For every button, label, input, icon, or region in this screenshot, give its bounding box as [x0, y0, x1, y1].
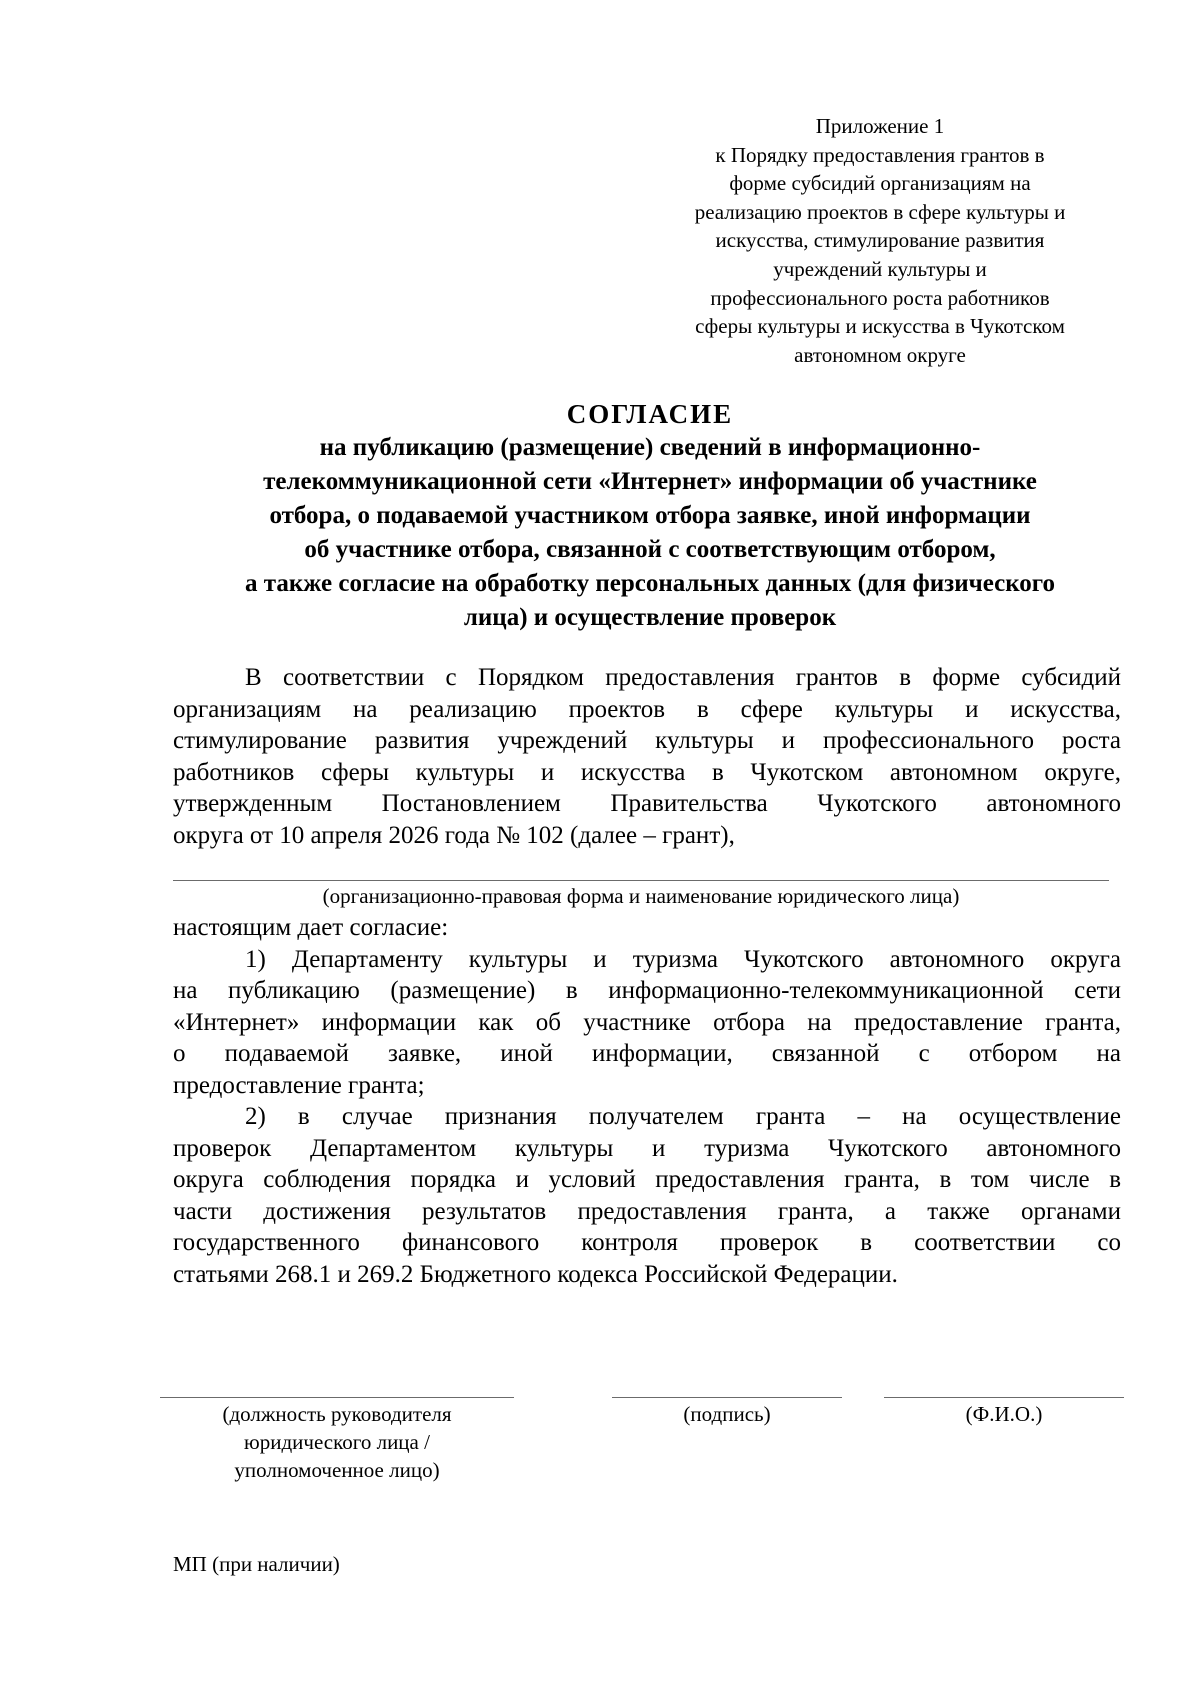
subtitle-line: отбора, о подаваемой участником отбора заявке, иной информации: [269, 502, 1031, 529]
paragraph-line: части достижения результатов предоставления гранта, а также органами: [173, 1197, 1121, 1225]
paragraph-line: 1) Департаменту культуры и туризма Чукотского автономного округа: [245, 945, 1121, 973]
position-fill-line[interactable]: [160, 1397, 514, 1398]
paragraph-line: округа от 10 апреля 2026 года № 102 (далее – грант),: [173, 821, 735, 849]
paragraph-line: 2) в случае признания получателем гранта – на осуществление: [245, 1103, 1121, 1130]
appendix-header: [660, 112, 1100, 369]
document-subtitle: [100, 431, 1200, 635]
stamp-note: МП (при наличии): [173, 1552, 340, 1576]
subtitle-line: на публикацию (размещение) сведений в информационно-: [319, 434, 981, 461]
subtitle-line: об участнике отбора, связанной с соответствующим отбором,: [304, 536, 996, 563]
paragraph-line: «Интернет» информации как об участнике отбора на предоставление гранта,: [173, 1008, 1121, 1036]
paragraph-line: на публикацию (размещение) в информационно-телекоммуникационной сети: [173, 977, 1121, 1004]
paragraph-line: утвержденным Постановлением Правительства Чукотского автономного: [173, 790, 1121, 817]
subtitle-line: телекоммуникационной сети «Интернет» информации об участнике: [263, 468, 1037, 495]
organization-caption-text: (организационно-правовая форма и наименование юридического лица): [322, 884, 960, 908]
signature-fill-line[interactable]: [612, 1397, 842, 1398]
paragraph-line: стимулирование развития учреждений культуры и профессионального роста: [173, 727, 1121, 754]
appendix-line: профессионального роста работников: [710, 285, 1050, 310]
appendix-line: учреждений культуры и: [773, 256, 987, 281]
subtitle-line: а также согласие на обработку персональных данных (для физического: [244, 570, 1055, 597]
document-title: СОГЛАСИЕ: [566, 399, 734, 429]
position-caption-line: (должность руководителя: [222, 1402, 452, 1426]
paragraph-line: работников сферы культуры и искусства в Чукотском автономном округе,: [173, 758, 1121, 786]
appendix-line: искусства, стимулирование развития: [715, 228, 1045, 253]
paragraph-line: государственного финансового контроля проверок в соответствии со: [173, 1229, 1121, 1256]
consent-paragraphs: [173, 912, 1121, 1290]
paragraph-line: предоставление гранта;: [173, 1071, 425, 1099]
appendix-line: форме субсидий организациям на: [729, 171, 1031, 196]
signature-caption-text: (подпись): [683, 1402, 771, 1426]
name-caption: [884, 1400, 1124, 1428]
signature-caption: [612, 1400, 842, 1428]
organization-fill-line[interactable]: [173, 880, 1109, 881]
position-caption-line: юридического лица /: [244, 1430, 430, 1454]
paragraph-line: округа соблюдения порядка и условий предоставления гранта, в том числе в: [173, 1166, 1121, 1193]
position-caption: [160, 1400, 514, 1484]
intro-paragraph: [173, 662, 1121, 851]
paragraph-line: настоящим дает согласие:: [173, 914, 449, 941]
subtitle-line: лица) и осуществление проверок: [463, 604, 837, 631]
organization-caption: [173, 882, 1109, 910]
appendix-line: к Порядку предоставления грантов в: [715, 142, 1045, 167]
paragraph-line: статьями 268.1 и 269.2 Бюджетного кодекса Российской Федерации.: [173, 1260, 898, 1288]
name-caption-text: (Ф.И.О.): [965, 1402, 1043, 1426]
paragraph-line: организациям на реализацию проектов в сфере культуры и искусства,: [173, 695, 1121, 723]
appendix-line: реализацию проектов в сфере культуры и: [694, 199, 1066, 224]
title-block: [100, 397, 1200, 635]
appendix-line: Приложение 1: [815, 114, 945, 138]
name-fill-line[interactable]: [884, 1397, 1124, 1398]
paragraph-line: проверок Департаментом культуры и туризма Чукотского автономного: [173, 1134, 1121, 1162]
appendix-line: автономном округе: [794, 342, 966, 367]
paragraph-line: о подаваемой заявке, иной информации, связанной с отбором на: [173, 1040, 1121, 1067]
paragraph-line: В соответствии с Порядком предоставления грантов в форме субсидий: [245, 664, 1121, 691]
appendix-line: сферы культуры и искусства в Чукотском: [695, 314, 1065, 339]
position-caption-line: уполномоченное лицо): [234, 1458, 440, 1482]
